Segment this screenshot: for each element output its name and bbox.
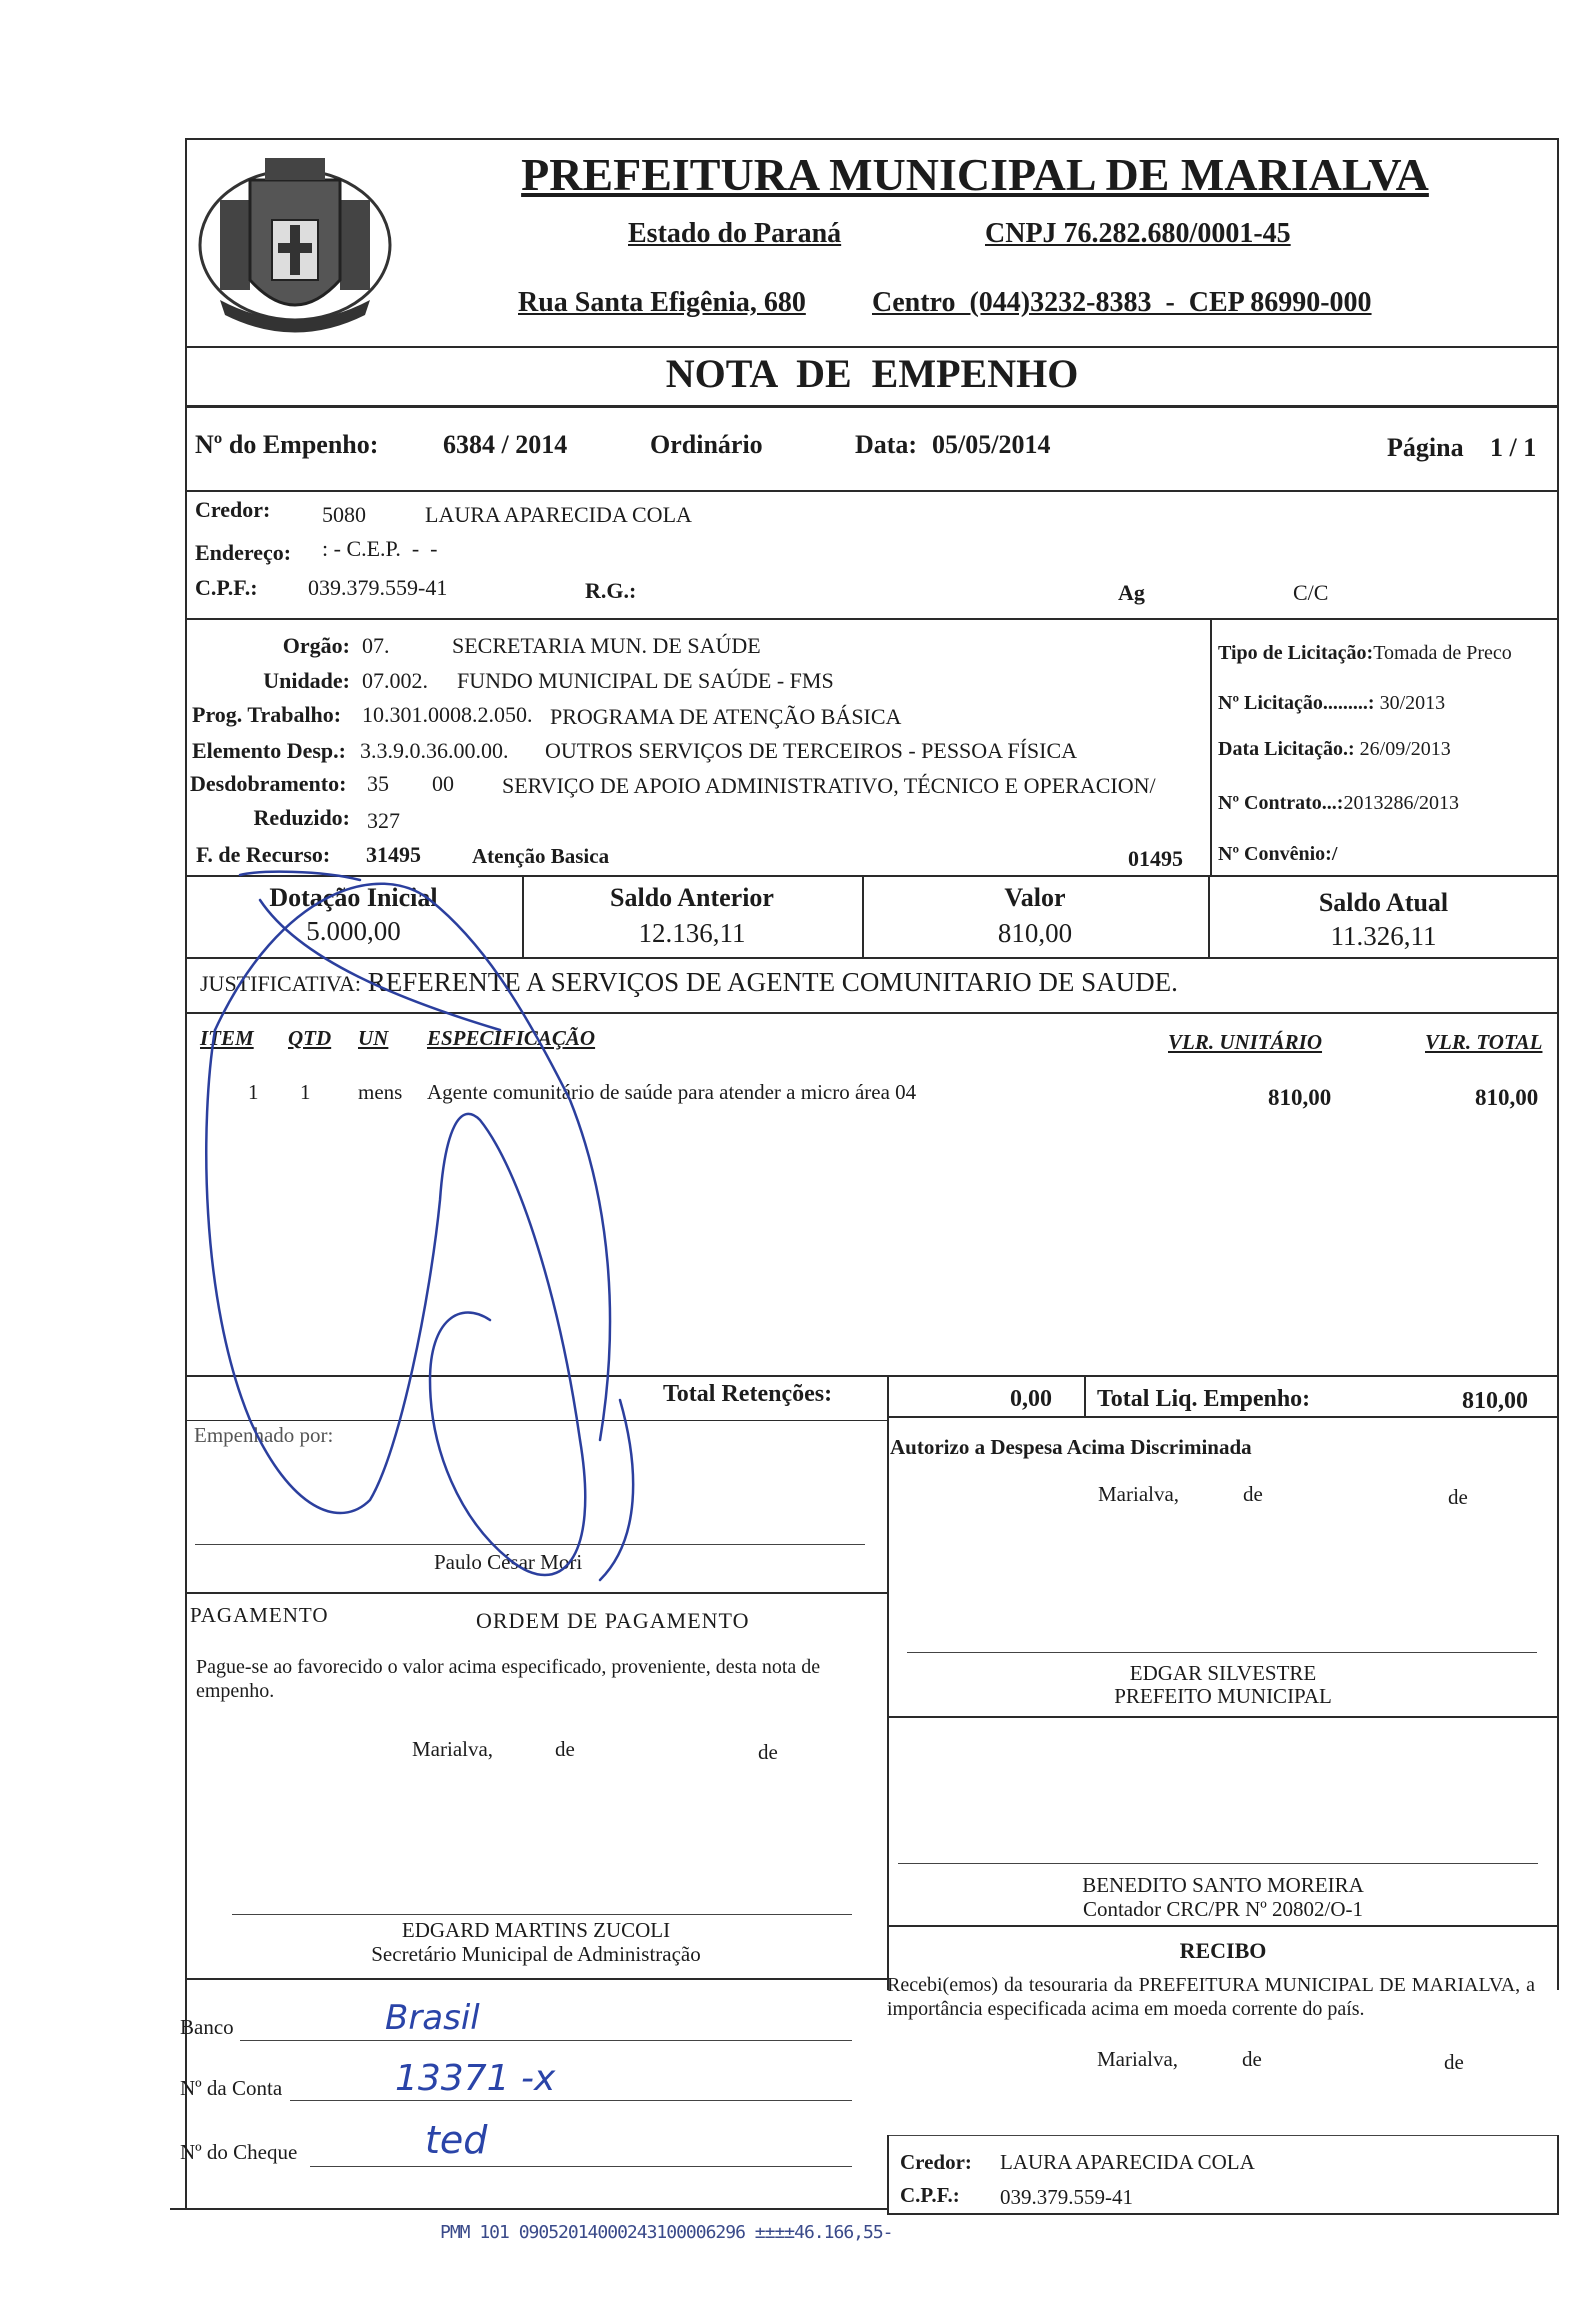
empenhado-signer: Paulo César Mori	[434, 1550, 583, 1574]
col-especificacao: ESPECIFICAÇÃO	[427, 1026, 596, 1050]
page-number: 1 / 1	[1490, 433, 1537, 462]
prog-name: PROGRAMA DE ATENÇÃO BÁSICA	[550, 704, 902, 729]
table-row-un: mens	[358, 1080, 403, 1104]
frame-right	[1557, 138, 1559, 1990]
contrato-label: Nº Contrato...:2013286/2013	[1218, 792, 1460, 814]
autorizo-de1: de	[1243, 1482, 1263, 1506]
credor-name: LAURA APARECIDA COLA	[425, 502, 692, 527]
contador-signature: BENEDITO SANTO MOREIRA Contador CRC/PR Nº 20802/O-1	[1082, 1873, 1364, 1921]
recibo-de2: de	[1444, 2050, 1464, 2074]
recibo-credor-label: Credor:	[900, 2150, 972, 2174]
col-item: ITEM	[200, 1026, 254, 1050]
recibo-de1: de	[1242, 2047, 1262, 2071]
convenio-label: Nº Convênio:/	[1218, 843, 1338, 865]
pagamento-label: PAGAMENTO	[190, 1603, 329, 1627]
state-label: Estado do Paraná	[628, 218, 842, 249]
frame-left	[185, 138, 187, 2208]
saldo-anterior-value: 12.136,11	[638, 918, 746, 948]
cc-label: C/C	[1293, 580, 1329, 605]
page-title: PREFEITURA MUNICIPAL DE MARIALVA	[521, 149, 1429, 200]
reduzido-value: 327	[367, 808, 400, 833]
credor-label: Credor:	[195, 497, 271, 522]
page-label: Página	[1387, 433, 1464, 462]
recibo-text: Recebi(emos) da tesouraria da PREFEITURA MUNICIPAL DE MARIALVA, a importância especificada acima em moeda corrente do país.	[887, 1974, 1535, 2020]
contact-label: Centro (044)3232-8383 - CEP 86990-000	[872, 287, 1372, 318]
ordem-pagamento-label: ORDEM DE PAGAMENTO	[476, 1608, 750, 1633]
desdobramento-sub: 00	[432, 771, 454, 796]
recibo-title: RECIBO	[1179, 1938, 1267, 1963]
col-vlr-unitario: VLR. UNITÁRIO	[1168, 1030, 1323, 1054]
credor-code: 5080	[322, 502, 366, 527]
dotacao-inicial-value: 5.000,00	[306, 916, 401, 946]
pagamento-de2: de	[758, 1740, 778, 1764]
justificativa: JUSTIFICATIVA: REFERENTE A SERVIÇOS DE AGENTE COMUNITARIO DE SAUDE.	[200, 967, 1178, 997]
prog-label: Prog. Trabalho:	[192, 702, 342, 727]
cheque-label: Nº do Cheque	[180, 2140, 298, 2164]
licitacao-num-label: Nº Licitação.........: 30/2013	[1218, 692, 1446, 714]
col-vlr-total: VLR. TOTAL	[1425, 1030, 1543, 1054]
cheque-value: ted	[425, 2118, 488, 2162]
recibo-cpf-value: 039.379.559-41	[1000, 2185, 1133, 2209]
recurso-code: 31495	[366, 842, 421, 867]
orgao-label: Orgão:	[282, 633, 350, 658]
autorizo-de2: de	[1448, 1485, 1468, 1509]
empenho-number-label: Nº do Empenho:	[195, 430, 379, 459]
banco-value: Brasil	[385, 1998, 480, 2038]
total-retencoes-label: Total Retenções:	[663, 1381, 833, 1407]
empenho-type: Ordinário	[650, 430, 763, 459]
document-title: NOTA DE EMPENHO	[665, 351, 1079, 396]
desdobramento-name: SERVIÇO DE APOIO ADMINISTRATIVO, TÉCNICO E OPERACION/	[502, 773, 1156, 798]
endereco-value: : - C.E.P. - -	[322, 536, 438, 561]
recurso-number: 01495	[1128, 846, 1183, 871]
pagamento-place: Marialva,	[412, 1737, 494, 1761]
valor-label: Valor	[1004, 883, 1066, 912]
cpf-label: C.P.F.:	[195, 575, 258, 600]
recibo-credor-value: LAURA APARECIDA COLA	[1000, 2150, 1255, 2174]
desdobramento-label: Desdobramento:	[190, 771, 347, 796]
conta-value: 13371 -x	[395, 2058, 556, 2099]
desdobramento-code: 35	[367, 771, 389, 796]
licitacao-data-label: Data Licitação.: 26/09/2013	[1218, 738, 1451, 760]
rg-label: R.G.:	[585, 578, 637, 603]
total-liquido-value: 810,00	[1462, 1388, 1528, 1414]
saldo-atual-label: Saldo Atual	[1318, 888, 1449, 917]
total-liquido-label: Total Liq. Empenho:	[1097, 1386, 1311, 1412]
address-label: Rua Santa Efigênia, 680	[518, 287, 806, 318]
empenho-date: 05/05/2014	[932, 430, 1051, 459]
orgao-name: SECRETARIA MUN. DE SAÚDE	[452, 633, 761, 658]
cpf-value: 039.379.559-41	[308, 575, 448, 600]
autorizo-label: Autorizo a Despesa Acima Discriminada	[890, 1435, 1252, 1459]
prefeito-signature: EDGAR SILVESTRE PREFEITO MUNICIPAL	[1114, 1661, 1332, 1708]
table-row-qtd: 1	[300, 1080, 311, 1104]
coat-of-arms-logo	[190, 140, 400, 340]
endereco-label: Endereço:	[195, 540, 292, 565]
unidade-label: Unidade:	[263, 668, 350, 693]
empenhado-por-label: Empenhado por:	[194, 1423, 334, 1447]
recibo-cpf-label: C.P.F.:	[900, 2183, 960, 2207]
table-row-item: 1	[248, 1080, 259, 1104]
elemento-name: OUTROS SERVIÇOS DE TERCEIROS - PESSOA FÍSICA	[545, 738, 1078, 763]
cnpj-label: CNPJ 76.282.680/0001-45	[985, 218, 1291, 249]
empenho-number: 6384 / 2014	[443, 430, 568, 459]
table-row-total: 810,00	[1475, 1085, 1539, 1110]
col-qtd: QTD	[288, 1026, 332, 1050]
pagamento-de1: de	[555, 1737, 575, 1761]
col-un: UN	[358, 1026, 389, 1050]
saldo-atual-value: 11.326,11	[1330, 921, 1437, 951]
unidade-name: FUNDO MUNICIPAL DE SAÚDE - FMS	[457, 668, 834, 693]
secretario-signature: EDGARD MARTINS ZUCOLI Secretário Municipal de Administração	[371, 1918, 701, 1966]
recibo-place: Marialva,	[1097, 2047, 1179, 2071]
ag-label: Ag	[1118, 580, 1145, 605]
validation-stamp: PMM 101 09052014000243100006296 ±±±±46.166,55-	[440, 2222, 893, 2243]
elemento-label: Elemento Desp.:	[192, 738, 346, 763]
orgao-code: 07.	[362, 633, 390, 658]
total-retencoes-value: 0,00	[1010, 1386, 1052, 1412]
licitacao-tipo-label: Tipo de Licitação:Tomada de Preco	[1218, 642, 1512, 664]
recurso-name: Atenção Basica	[472, 844, 610, 868]
saldo-anterior-label: Saldo Anterior	[610, 883, 774, 912]
elemento-code: 3.3.9.0.36.00.00.	[360, 738, 509, 763]
conta-label: Nº da Conta	[180, 2076, 283, 2100]
recurso-label: F. de Recurso:	[196, 842, 331, 867]
unidade-code: 07.002.	[362, 668, 428, 693]
date-label: Data:	[855, 430, 918, 459]
valor-value: 810,00	[997, 918, 1073, 948]
autorizo-place: Marialva,	[1098, 1482, 1180, 1506]
dotacao-inicial-label: Dotação Inicial	[269, 883, 438, 912]
table-row-spec: Agente comunitário de saúde para atender a micro área 04	[427, 1080, 917, 1104]
pagamento-text: Pague-se ao favorecido o valor acima especificado, proveniente, desta nota de empenho.	[196, 1656, 821, 1702]
reduzido-label: Reduzido:	[253, 805, 350, 830]
table-row-unit: 810,00	[1268, 1085, 1332, 1110]
prog-code: 10.301.0008.2.050.	[362, 702, 533, 727]
banco-label: Banco	[180, 2015, 234, 2039]
